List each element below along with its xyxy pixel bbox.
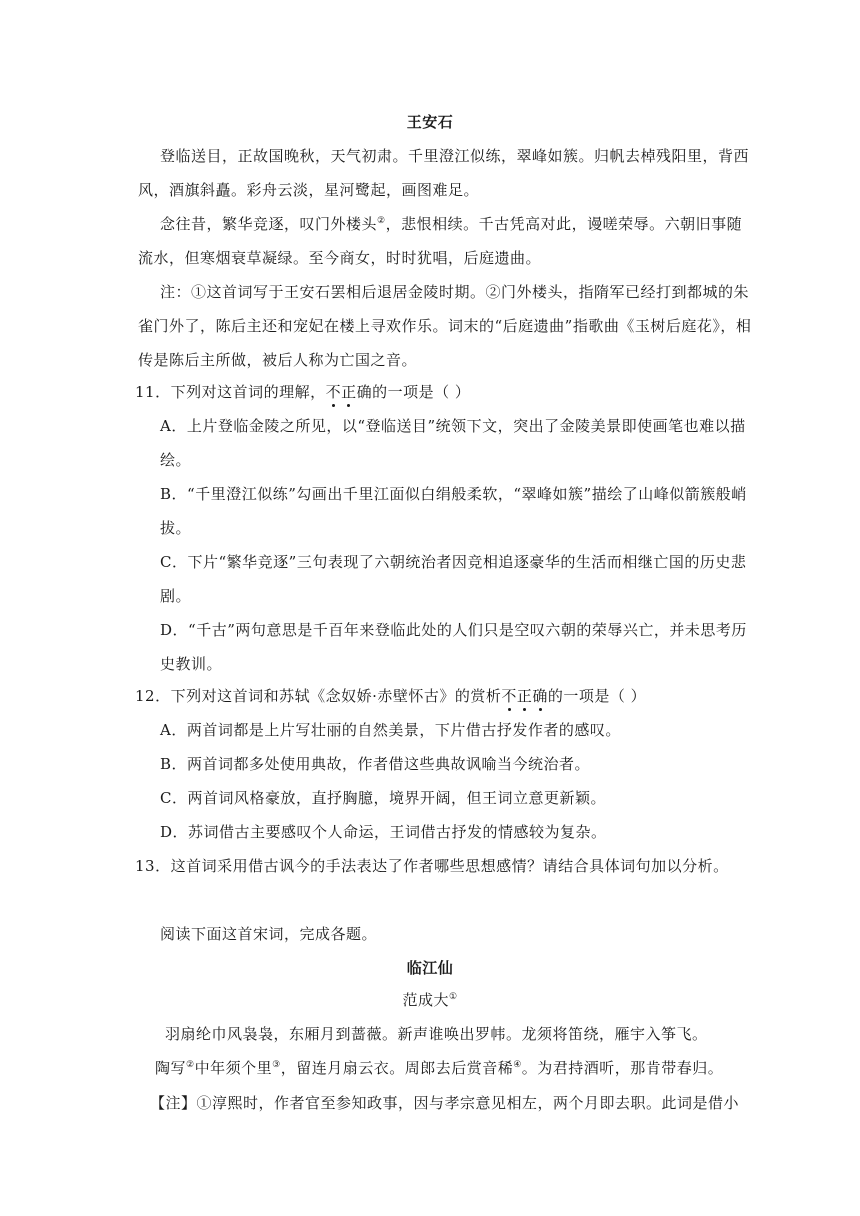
question-11-option-a: 绘。	[160, 451, 192, 469]
emphasis-char: 不	[501, 687, 517, 705]
poem2-line: 羽扇纶巾风袅袅，东厢月到蔷薇。新声谁唤出罗帏。龙须将笛绕，雁宇入筝飞。	[165, 1025, 708, 1043]
poem2-line: 陶写②中年须个里③，留连月扇云衣。周郎去后赏音稀④。为君持酒听，那肯带春归。	[155, 1059, 724, 1077]
question-12-option-c: C．两首词风格豪放，直抒胸臆，境界开阔，但王词立意更新颖。	[160, 789, 606, 807]
section-intro: 阅读下面这首宋词，完成各题。	[160, 925, 378, 943]
question-12-option-b: B．两首词都多处使用典故，作者借这些典故讽喻当今统治者。	[160, 755, 591, 773]
question-12-stem: 12．下列对这首词和苏轼《念奴娇·赤壁怀古》的赏析不正确的一项是（ ）	[135, 687, 647, 705]
emphasis-char: 正	[341, 383, 357, 401]
question-11-option-d: 史教训。	[160, 655, 223, 673]
poem2-author: 范成大①	[402, 991, 458, 1009]
emphasis-char: 不	[325, 383, 342, 401]
poem1-author: 王安石	[406, 113, 454, 131]
poem1-note: 传是陈后主所做，被后人称为亡国之音。	[138, 351, 418, 369]
question-11-option-b: 拔。	[160, 519, 192, 537]
question-11-option-d: D．“千古”两句意思是千百年来登临此处的人们只是空叹六朝的荣辱兴亡，并未思考历	[160, 621, 747, 639]
question-11-option-b: B．“千里澄江似练”勾画出千里江面似白绢般柔软，“翠峰如簇”描绘了山峰似箭簇般峭	[160, 485, 747, 503]
question-11-option-a: A．上片登临金陵之所见，以“登临送目”统领下文，突出了金陵美景即使画笔也难以描	[160, 417, 746, 435]
poem1-note: 雀门外了，陈后主还和宠妃在楼上寻欢作乐。词末的“后庭遗曲”指歌曲《玉树后庭花》，相	[138, 317, 752, 335]
poem2-title: 临江仙	[406, 959, 454, 977]
poem1-line: 登临送目，正故国晚秋，天气初肃。千里澄江似练，翠峰如簇。归帆去棹残阳里，背西	[160, 147, 750, 165]
poem2-note: 【注】①淳熙时，作者官至参知政事，因与孝宗意见相左，两个月即去职。此词是借小	[150, 1094, 740, 1112]
question-13-stem: 13．这首词采用借古讽今的手法表达了作者哪些思想感情？请结合具体词句加以分析。	[135, 857, 729, 875]
question-11-option-c: 剧。	[160, 587, 192, 605]
question-11-option-c: C．下片“繁华竞逐”三句表现了六朝统治者因竞相追逐豪华的生活而相继亡国的历史悲	[160, 553, 747, 571]
poem1-line: 念往昔，繁华竞逐，叹门外楼头②，悲恨相续。千古凭高对此，谩嗟荣辱。六朝旧事随	[160, 215, 743, 233]
question-12-option-a: A．两首词都是上片写壮丽的自然美景，下片借古抒发作者的感叹。	[160, 721, 621, 739]
emphasis-char: 确	[532, 687, 548, 705]
question-12-option-d: D．苏词借古主要感叹个人命运，王词借古抒发的情感较为复杂。	[160, 823, 607, 841]
poem1-line: 流水，但寒烟衰草凝绿。至今商女，时时犹唱，后庭遗曲。	[138, 249, 542, 267]
poem1-line: 风，酒旗斜矗。彩舟云淡，星河鹭起，画图难足。	[138, 181, 480, 199]
emphasis-char: 正	[516, 687, 533, 705]
poem1-note: 注：①这首词写于王安石罢相后退居金陵时期。②门外楼头，指隋军已经打到都城的朱	[160, 283, 750, 301]
footnote-marker: ②	[377, 216, 386, 226]
question-11-stem: 11．下列对这首词的理解，不正确的一项是（ ）	[135, 383, 471, 401]
footnote-marker: ①	[448, 992, 458, 1002]
